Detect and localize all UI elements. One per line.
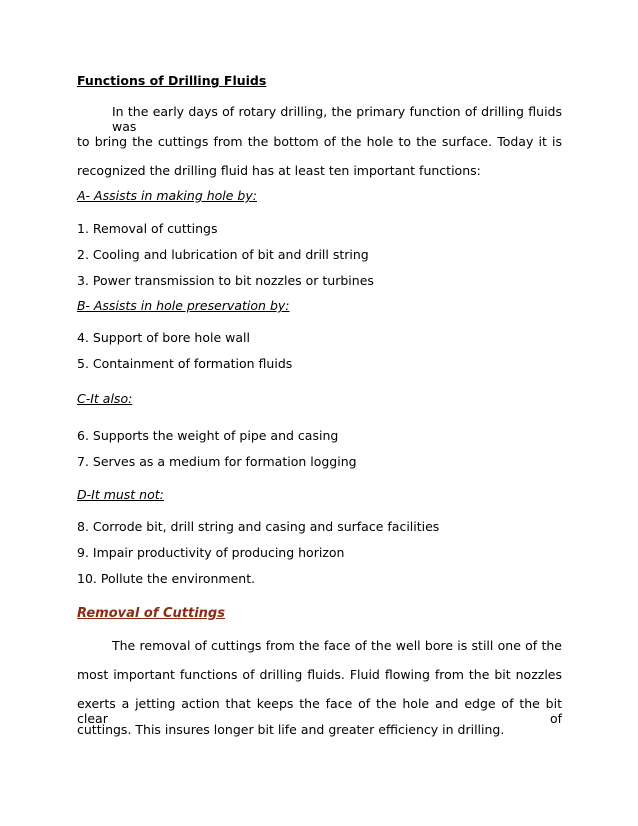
list-item: 8. Corrode bit, drill string and casing and surface facilities xyxy=(77,519,440,534)
section-b-heading: B- Assists in hole preservation by: xyxy=(77,298,290,313)
removal-line-1: The removal of cuttings from the face of the well bore is still one of the xyxy=(112,638,562,653)
list-item: 7. Serves as a medium for formation logging xyxy=(77,454,357,469)
removal-line-2: most important functions of drilling fluids. Fluid flowing from the bit nozzles xyxy=(77,667,562,682)
intro-line-2: to bring the cuttings from the bottom of the hole to the surface. Today it is xyxy=(77,134,562,149)
list-item: 4. Support of bore hole wall xyxy=(77,330,250,345)
section-a-heading: A- Assists in making hole by: xyxy=(77,188,257,203)
section-d-heading: D-It must not: xyxy=(77,487,164,502)
removal-heading: Removal of Cuttings xyxy=(77,606,225,621)
list-item: 3. Power transmission to bit nozzles or turbines xyxy=(77,273,374,288)
section-c-heading: C-It also: xyxy=(77,391,133,406)
list-item: 5. Containment of formation fluids xyxy=(77,356,293,371)
list-item: 6. Supports the weight of pipe and casing xyxy=(77,428,339,443)
list-item: 10. Pollute the environment. xyxy=(77,571,256,586)
list-item: 9. Impair productivity of producing horizon xyxy=(77,545,345,560)
list-item: 2. Cooling and lubrication of bit and drill string xyxy=(77,247,369,262)
removal-line-4: cuttings. This insures longer bit life and greater efficiency in drilling. xyxy=(77,722,505,737)
removal-line-3: exerts a jetting action that keeps the face of the hole and edge of the bit clear of xyxy=(77,696,562,726)
intro-line-1: In the early days of rotary drilling, the primary function of drilling fluids was xyxy=(112,104,562,134)
list-item: 1. Removal of cuttings xyxy=(77,221,218,236)
document-title: Functions of Drilling Fluids xyxy=(77,73,267,88)
intro-line-3: recognized the drilling fluid has at least ten important functions: xyxy=(77,163,481,178)
